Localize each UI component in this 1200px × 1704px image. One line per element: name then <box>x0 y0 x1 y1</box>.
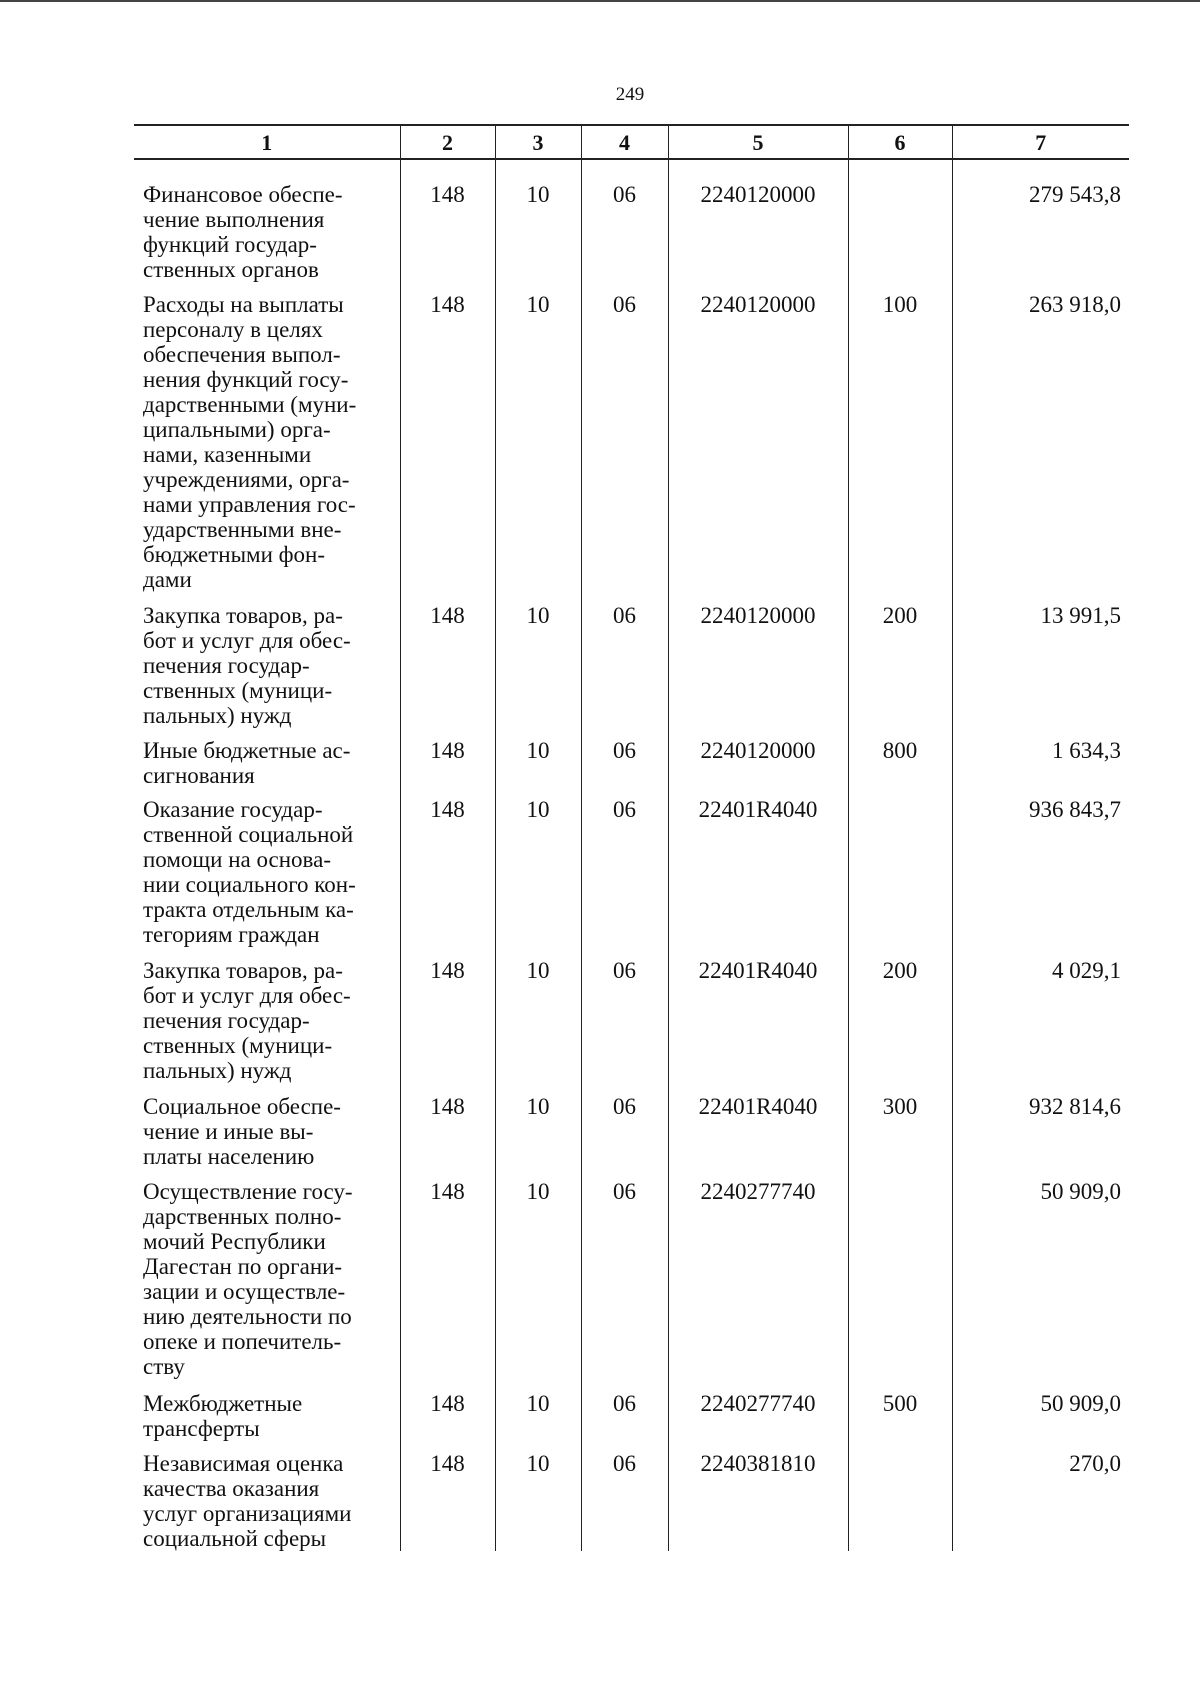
spacer-cell <box>668 282 848 292</box>
description-line: ственной социальной <box>143 822 354 847</box>
description-line: ципальными) орга- <box>143 417 331 442</box>
cell-code-6 <box>848 1179 952 1379</box>
cell-code-3: 10 <box>495 603 581 728</box>
description-line: дарственными (муни- <box>143 392 357 417</box>
row-description <box>134 797 400 947</box>
spacer-cell <box>581 1379 668 1391</box>
row-spacer <box>134 947 1129 958</box>
cell-code-6: 200 <box>848 603 952 728</box>
spacer-cell <box>400 947 495 958</box>
row-spacer <box>134 1083 1129 1094</box>
cell-code-5: 22401R4040 <box>668 958 848 1083</box>
cell-code-2: 148 <box>400 1391 495 1441</box>
description-line: нии социального кон- <box>143 872 356 897</box>
row-description <box>134 1391 400 1441</box>
cell-code-2: 148 <box>400 1179 495 1379</box>
row-description <box>134 159 400 282</box>
table-row <box>134 958 1129 1083</box>
row-description <box>134 292 400 592</box>
spacer-cell <box>400 1379 495 1391</box>
description-line: платы населению <box>143 1144 315 1169</box>
cell-code-5: 22401R4040 <box>668 797 848 947</box>
spacer-cell <box>668 1169 848 1179</box>
description-line: персоналу в целях <box>143 317 323 342</box>
spacer-cell <box>848 788 952 797</box>
description-line: бот и услуг для обес- <box>143 628 351 653</box>
description-line: Социальное обеспе- <box>143 1094 341 1119</box>
cell-code-2: 148 <box>400 603 495 728</box>
description-line: Независимая оценка <box>143 1451 344 1476</box>
spacer-cell <box>581 282 668 292</box>
spacer-cell <box>668 1441 848 1451</box>
cell-code-5: 22401R4040 <box>668 1094 848 1169</box>
cell-code-4: 06 <box>581 603 668 728</box>
spacer-cell <box>495 1441 581 1451</box>
spacer-cell <box>495 728 581 738</box>
cell-amount: 4 029,1 <box>952 958 1129 1083</box>
column-header: 1 <box>134 125 400 159</box>
spacer-cell <box>400 1169 495 1179</box>
column-header: 5 <box>668 125 848 159</box>
description-line: Расходы на выплаты <box>143 292 344 317</box>
description-line: Закупка товаров, ра- <box>143 603 343 628</box>
table-row <box>134 1451 1129 1551</box>
spacer-cell <box>668 1379 848 1391</box>
description-line: трансферты <box>143 1416 260 1441</box>
row-description <box>134 958 400 1083</box>
spacer-cell <box>668 788 848 797</box>
cell-code-3: 10 <box>495 958 581 1083</box>
spacer-cell <box>581 788 668 797</box>
description-line: учреждениями, орга- <box>143 467 350 492</box>
spacer-cell <box>952 1379 1129 1391</box>
cell-code-3: 10 <box>495 292 581 592</box>
row-spacer <box>134 282 1129 292</box>
spacer-cell <box>668 728 848 738</box>
table-row <box>134 797 1129 947</box>
page-number: 249 <box>615 84 645 105</box>
spacer-cell <box>581 947 668 958</box>
row-spacer <box>134 1379 1129 1391</box>
column-header: 2 <box>400 125 495 159</box>
description-line: печения государ- <box>143 1008 310 1033</box>
cell-code-4: 06 <box>581 1179 668 1379</box>
spacer-cell <box>400 1083 495 1094</box>
row-description <box>134 1094 400 1169</box>
spacer-cell <box>952 1441 1129 1451</box>
description-line: пальных) нужд <box>143 703 292 728</box>
description-line: помощи на основа- <box>143 847 331 872</box>
table-row <box>134 159 1129 282</box>
description-line: Финансовое обеспе- <box>143 182 343 207</box>
spacer-cell <box>581 592 668 603</box>
description-line: чение выполнения <box>143 207 325 232</box>
description-line: нения функций госу- <box>143 367 349 392</box>
description-line: дами <box>143 567 192 592</box>
spacer-cell <box>952 947 1129 958</box>
spacer-cell <box>848 1441 952 1451</box>
column-header: 4 <box>581 125 668 159</box>
table-row <box>134 1094 1129 1169</box>
description-line: качества оказания <box>143 1476 320 1501</box>
spacer-cell <box>581 1083 668 1094</box>
cell-code-5: 2240120000 <box>668 292 848 592</box>
table-row <box>134 292 1129 592</box>
spacer-cell <box>952 282 1129 292</box>
spacer-cell <box>495 592 581 603</box>
cell-code-6: 100 <box>848 292 952 592</box>
spacer-cell <box>495 788 581 797</box>
table-row <box>134 1179 1129 1379</box>
column-header: 7 <box>952 125 1129 159</box>
cell-code-2: 148 <box>400 1451 495 1551</box>
cell-code-4: 06 <box>581 1094 668 1169</box>
spacer-cell <box>848 592 952 603</box>
cell-code-4: 06 <box>581 159 668 282</box>
cell-code-5: 2240277740 <box>668 1391 848 1441</box>
budget-table <box>134 124 1129 1551</box>
spacer-cell <box>581 1441 668 1451</box>
row-spacer <box>134 1441 1129 1451</box>
cell-code-2: 148 <box>400 797 495 947</box>
description-line: социальной сферы <box>143 1526 327 1551</box>
cell-code-6 <box>848 1451 952 1551</box>
cell-amount: 50 909,0 <box>952 1391 1129 1441</box>
spacer-cell <box>400 592 495 603</box>
row-description <box>134 1179 400 1379</box>
spacer-cell <box>952 1169 1129 1179</box>
description-line: функций государ- <box>143 232 317 257</box>
spacer-cell <box>134 728 400 738</box>
description-line: ственных органов <box>143 257 319 282</box>
description-line: Межбюджетные <box>143 1391 303 1416</box>
cell-code-3: 10 <box>495 1094 581 1169</box>
cell-code-4: 06 <box>581 292 668 592</box>
cell-amount: 270,0 <box>952 1451 1129 1551</box>
cell-code-2: 148 <box>400 738 495 788</box>
cell-code-6 <box>848 797 952 947</box>
cell-code-6: 200 <box>848 958 952 1083</box>
description-line: тегориям граждан <box>143 922 320 947</box>
description-line: Иные бюджетные ас- <box>143 738 351 763</box>
description-line: Закупка товаров, ра- <box>143 958 343 983</box>
spacer-cell <box>952 728 1129 738</box>
cell-code-2: 148 <box>400 292 495 592</box>
cell-amount: 936 843,7 <box>952 797 1129 947</box>
spacer-cell <box>952 592 1129 603</box>
cell-code-2: 148 <box>400 958 495 1083</box>
spacer-cell <box>400 282 495 292</box>
cell-code-5: 2240120000 <box>668 738 848 788</box>
column-header: 6 <box>848 125 952 159</box>
description-line: Дагестан по органи- <box>143 1254 343 1279</box>
description-line: нами управления гос- <box>143 492 356 517</box>
spacer-cell <box>848 282 952 292</box>
spacer-cell <box>848 947 952 958</box>
cell-code-3: 10 <box>495 797 581 947</box>
cell-code-3: 10 <box>495 1391 581 1441</box>
table-row <box>134 603 1129 728</box>
cell-code-5: 2240277740 <box>668 1179 848 1379</box>
spacer-cell <box>668 592 848 603</box>
description-line: бюджетными фон- <box>143 542 326 567</box>
column-header: 3 <box>495 125 581 159</box>
description-line: ударственными вне- <box>143 517 342 542</box>
cell-code-4: 06 <box>581 797 668 947</box>
description-line: пальных) нужд <box>143 1058 292 1083</box>
description-line: сигнования <box>143 763 255 788</box>
row-description <box>134 603 400 728</box>
spacer-cell <box>495 282 581 292</box>
table-body <box>134 159 1129 1551</box>
cell-code-2: 148 <box>400 159 495 282</box>
spacer-cell <box>848 728 952 738</box>
spacer-cell <box>495 1169 581 1179</box>
cell-code-3: 10 <box>495 738 581 788</box>
cell-code-3: 10 <box>495 1451 581 1551</box>
description-line: ству <box>143 1354 185 1379</box>
description-line: тракта отдельным ка- <box>143 897 354 922</box>
description-line: ственных (муници- <box>143 678 333 703</box>
spacer-cell <box>952 1083 1129 1094</box>
cell-code-6: 800 <box>848 738 952 788</box>
spacer-cell <box>848 1379 952 1391</box>
cell-code-4: 06 <box>581 958 668 1083</box>
spacer-cell <box>495 1379 581 1391</box>
description-line: мочий Республики <box>143 1229 326 1254</box>
cell-amount: 279 543,8 <box>952 159 1129 282</box>
cell-code-3: 10 <box>495 1179 581 1379</box>
spacer-cell <box>134 1379 400 1391</box>
row-description <box>134 1451 400 1551</box>
spacer-cell <box>134 592 400 603</box>
spacer-cell <box>581 1169 668 1179</box>
description-line: Оказание государ- <box>143 797 323 822</box>
spacer-cell <box>581 728 668 738</box>
spacer-cell <box>134 1169 400 1179</box>
description-line: услуг организациями <box>143 1501 352 1526</box>
row-spacer <box>134 592 1129 603</box>
description-line: ственных (муници- <box>143 1033 333 1058</box>
cell-amount: 50 909,0 <box>952 1179 1129 1379</box>
description-line: опеке и попечитель- <box>143 1329 342 1354</box>
cell-code-6 <box>848 159 952 282</box>
spacer-cell <box>134 1441 400 1451</box>
description-line: чение и иные вы- <box>143 1119 314 1144</box>
description-line: нию деятельности по <box>143 1304 352 1329</box>
spacer-cell <box>495 1083 581 1094</box>
cell-amount: 263 918,0 <box>952 292 1129 592</box>
row-description <box>134 738 400 788</box>
cell-code-5: 2240381810 <box>668 1451 848 1551</box>
description-line: нами, казенными <box>143 442 312 467</box>
description-line: печения государ- <box>143 653 310 678</box>
description-line: Осуществление госу- <box>143 1179 353 1204</box>
description-line: зации и осуществле- <box>143 1279 346 1304</box>
spacer-cell <box>400 1441 495 1451</box>
cell-amount: 932 814,6 <box>952 1094 1129 1169</box>
description-line: обеспечения выпол- <box>143 342 341 367</box>
cell-code-3: 10 <box>495 159 581 282</box>
spacer-cell <box>668 947 848 958</box>
cell-amount: 13 991,5 <box>952 603 1129 728</box>
spacer-cell <box>952 788 1129 797</box>
description-line: дарственных полно- <box>143 1204 342 1229</box>
page-top-edge <box>0 0 1200 2</box>
cell-code-4: 06 <box>581 1451 668 1551</box>
cell-code-6: 300 <box>848 1094 952 1169</box>
row-spacer <box>134 728 1129 738</box>
table-row <box>134 738 1129 788</box>
spacer-cell <box>848 1083 952 1094</box>
spacer-cell <box>495 947 581 958</box>
table-row <box>134 1391 1129 1441</box>
spacer-cell <box>848 1169 952 1179</box>
spacer-cell <box>134 1083 400 1094</box>
spacer-cell <box>668 1083 848 1094</box>
table-header-row <box>134 125 1129 159</box>
spacer-cell <box>134 282 400 292</box>
cell-code-4: 06 <box>581 1391 668 1441</box>
spacer-cell <box>134 947 400 958</box>
description-line: бот и услуг для обес- <box>143 983 351 1008</box>
spacer-cell <box>400 788 495 797</box>
cell-code-5: 2240120000 <box>668 603 848 728</box>
row-spacer <box>134 1169 1129 1179</box>
cell-amount: 1 634,3 <box>952 738 1129 788</box>
spacer-cell <box>400 728 495 738</box>
cell-code-6: 500 <box>848 1391 952 1441</box>
cell-code-2: 148 <box>400 1094 495 1169</box>
spacer-cell <box>134 788 400 797</box>
cell-code-5: 2240120000 <box>668 159 848 282</box>
row-spacer <box>134 788 1129 797</box>
cell-code-4: 06 <box>581 738 668 788</box>
